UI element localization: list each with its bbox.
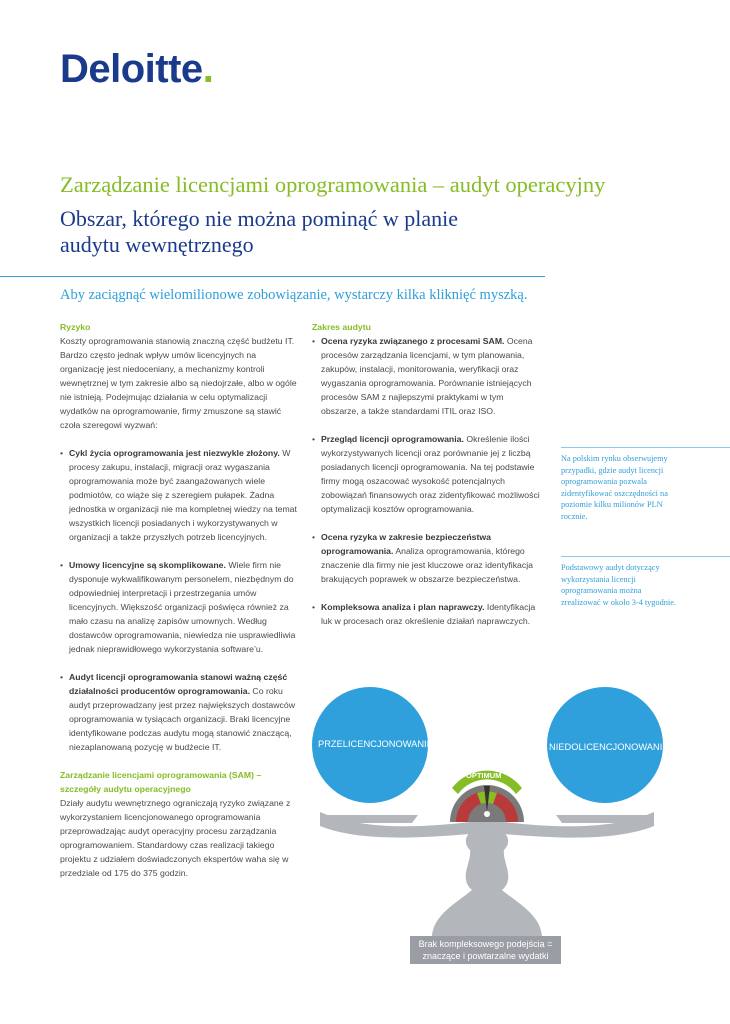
- risk-paragraph: Koszty oprogramowania stanowią znaczną część budżetu IT. Bardzo często jednak wpływ umów licencyjnych na organizację jest niedoceniany, a mechanizmy kontroli wewnętrznej w tym zakresie albo są niedojrzałe, albo w ogóle nie istnieją. Podejmując działania w celu optymalizacji wydatków na oprogramowanie, firmy zmuszone są stawić czoła szeregowi wyzwań:: [60, 336, 297, 430]
- lead-text: Aby zaciągnąć wielomilionowe zobowiązanie, wystarczy kilka kliknięć myszką.: [60, 287, 528, 303]
- under-licensing-label: NIEDOLICENCJONOWANIE: [549, 742, 669, 752]
- gauge-pivot: [484, 811, 490, 817]
- page-subtitle: Obszar, którego nie można pominąć w planie audytu wewnętrznego: [60, 206, 459, 257]
- scope-bullet: • Kompleksowa analiza i plan naprawczy. Identyfikacja luk w procesach oraz określenie działań naprawczych.: [312, 600, 542, 628]
- sidebar-note-1: Na polskim rynku obserwujemy przypadki, gdzie audyt licencji oprogramowania pozwala zidentyfikować oszczędności na poziomie kilku milionów PLN rocznie.: [561, 447, 730, 522]
- scope-bullet: • Ocena ryzyka w zakresie bezpieczeństwa oprogramowania. Analiza oprogramowania, którego znaczenie dla firmy nie jest kluczowe oraz identyfikacja brakujących poprawek w obszarze bezpieczeństwa.: [312, 530, 542, 586]
- sam-heading: Zarządzanie licencjami oprogramowania (SAM) – szczegóły audytu operacyjnego: [60, 770, 262, 794]
- deloitte-logo: Deloitte.: [60, 47, 214, 91]
- scale-base: [432, 828, 542, 938]
- page-title: Zarządzanie licencjami oprogramowania – audyt operacyjny: [60, 172, 606, 197]
- risk-bullet: • Umowy licencyjne są skomplikowane. Wiele firm nie dysponuje wykwalifikowanym personelem, niezbędnym do odpowiedniej interpretacji i przestrzegania umów licencyjnych. Większość organizacji poświęca również za mało czasu na analizę zapisów umownych. Według dostawców oprogramowania, niewiedza nie usprawiedliwia jednak nieprawidłowego wykorzystania software’u.: [60, 558, 300, 656]
- risk-bullet: • Cykl życia oprogramowania jest niezwykle złożony. W procesy zakupu, instalacji, migracji oraz wygaszania oprogramowania może być zaangażowanych wiele podmiotów, co wiąże się z szeregiem pułapek. Żadna jednostka w organizacji nie ma kompletnej wiedzy na temat wszystkich licencji posiadanych i wykorzystywanych w organizacji a także przyszłych potrzeb licencyjnych.: [60, 446, 300, 544]
- left-pan: [322, 815, 418, 823]
- audit-scope-heading: Zakres audytu: [312, 322, 371, 332]
- figure-caption: Brak kompleksowego podejścia = znaczące i powtarzalne wydatki: [410, 936, 561, 964]
- sam-paragraph: Działy audytu wewnętrznego ograniczają ryzyko związane z wykorzystaniem licencjonowanego oprogramowania przeprowadzając audyt operacyjny procesu zarządzania oprogramowaniem. Standardowy czas realizacji takiego projektu z udziałem doświadczonych ekspertów waha się w przedziale od 175 do 375 godzin.: [60, 798, 291, 878]
- optimum-label: OPTIMUM: [466, 771, 502, 780]
- scope-bullet: • Przegląd licencji oprogramowania. Określenie ilości wykorzystywanych licencji oraz porównanie jej z liczbą posiadanych licencji oprogramowania. Na tej podstawie firmy mogą oszacować wysokość potencjalnych zobowiązań finansowych oraz zidentyfikować możliwości optymalizacji kosztów oprogramowania.: [312, 432, 542, 516]
- risk-bullet: • Audyt licencji oprogramowania stanowi ważną część działalności producentów oprogramowania. Co roku audyt przeprowadzany jest przez największych dostawców oprogramowania w tysiącach organizacji. Braki licencyjne identyfikowane podczas audytu mogą stanowić znaczącą, niezaplanowaną pozycję w budżecie IT.: [60, 670, 300, 754]
- scope-bullet: • Ocena ryzyka związanego z procesami SAM. Ocena procesów zarządzania licencjami, w tym planowania, zakupów, instalacji, monitorowania, weryfikacji oraz wygaszania oprogramowania. Porównanie istniejących procesów SAM z najlepszymi praktykami w tym obszarze, a także standardami ITIL oraz ISO.: [312, 334, 542, 418]
- sidebar-note-2: Podstawowy audyt dotyczący wykorzystania licencji oprogramowania można zrealizować w około 3-4 tygodnie.: [561, 556, 730, 608]
- risk-heading: Ryzyko: [60, 322, 91, 332]
- over-licensing-label: PRZELICENCJONOWANIE: [318, 739, 433, 749]
- right-pan: [556, 815, 652, 823]
